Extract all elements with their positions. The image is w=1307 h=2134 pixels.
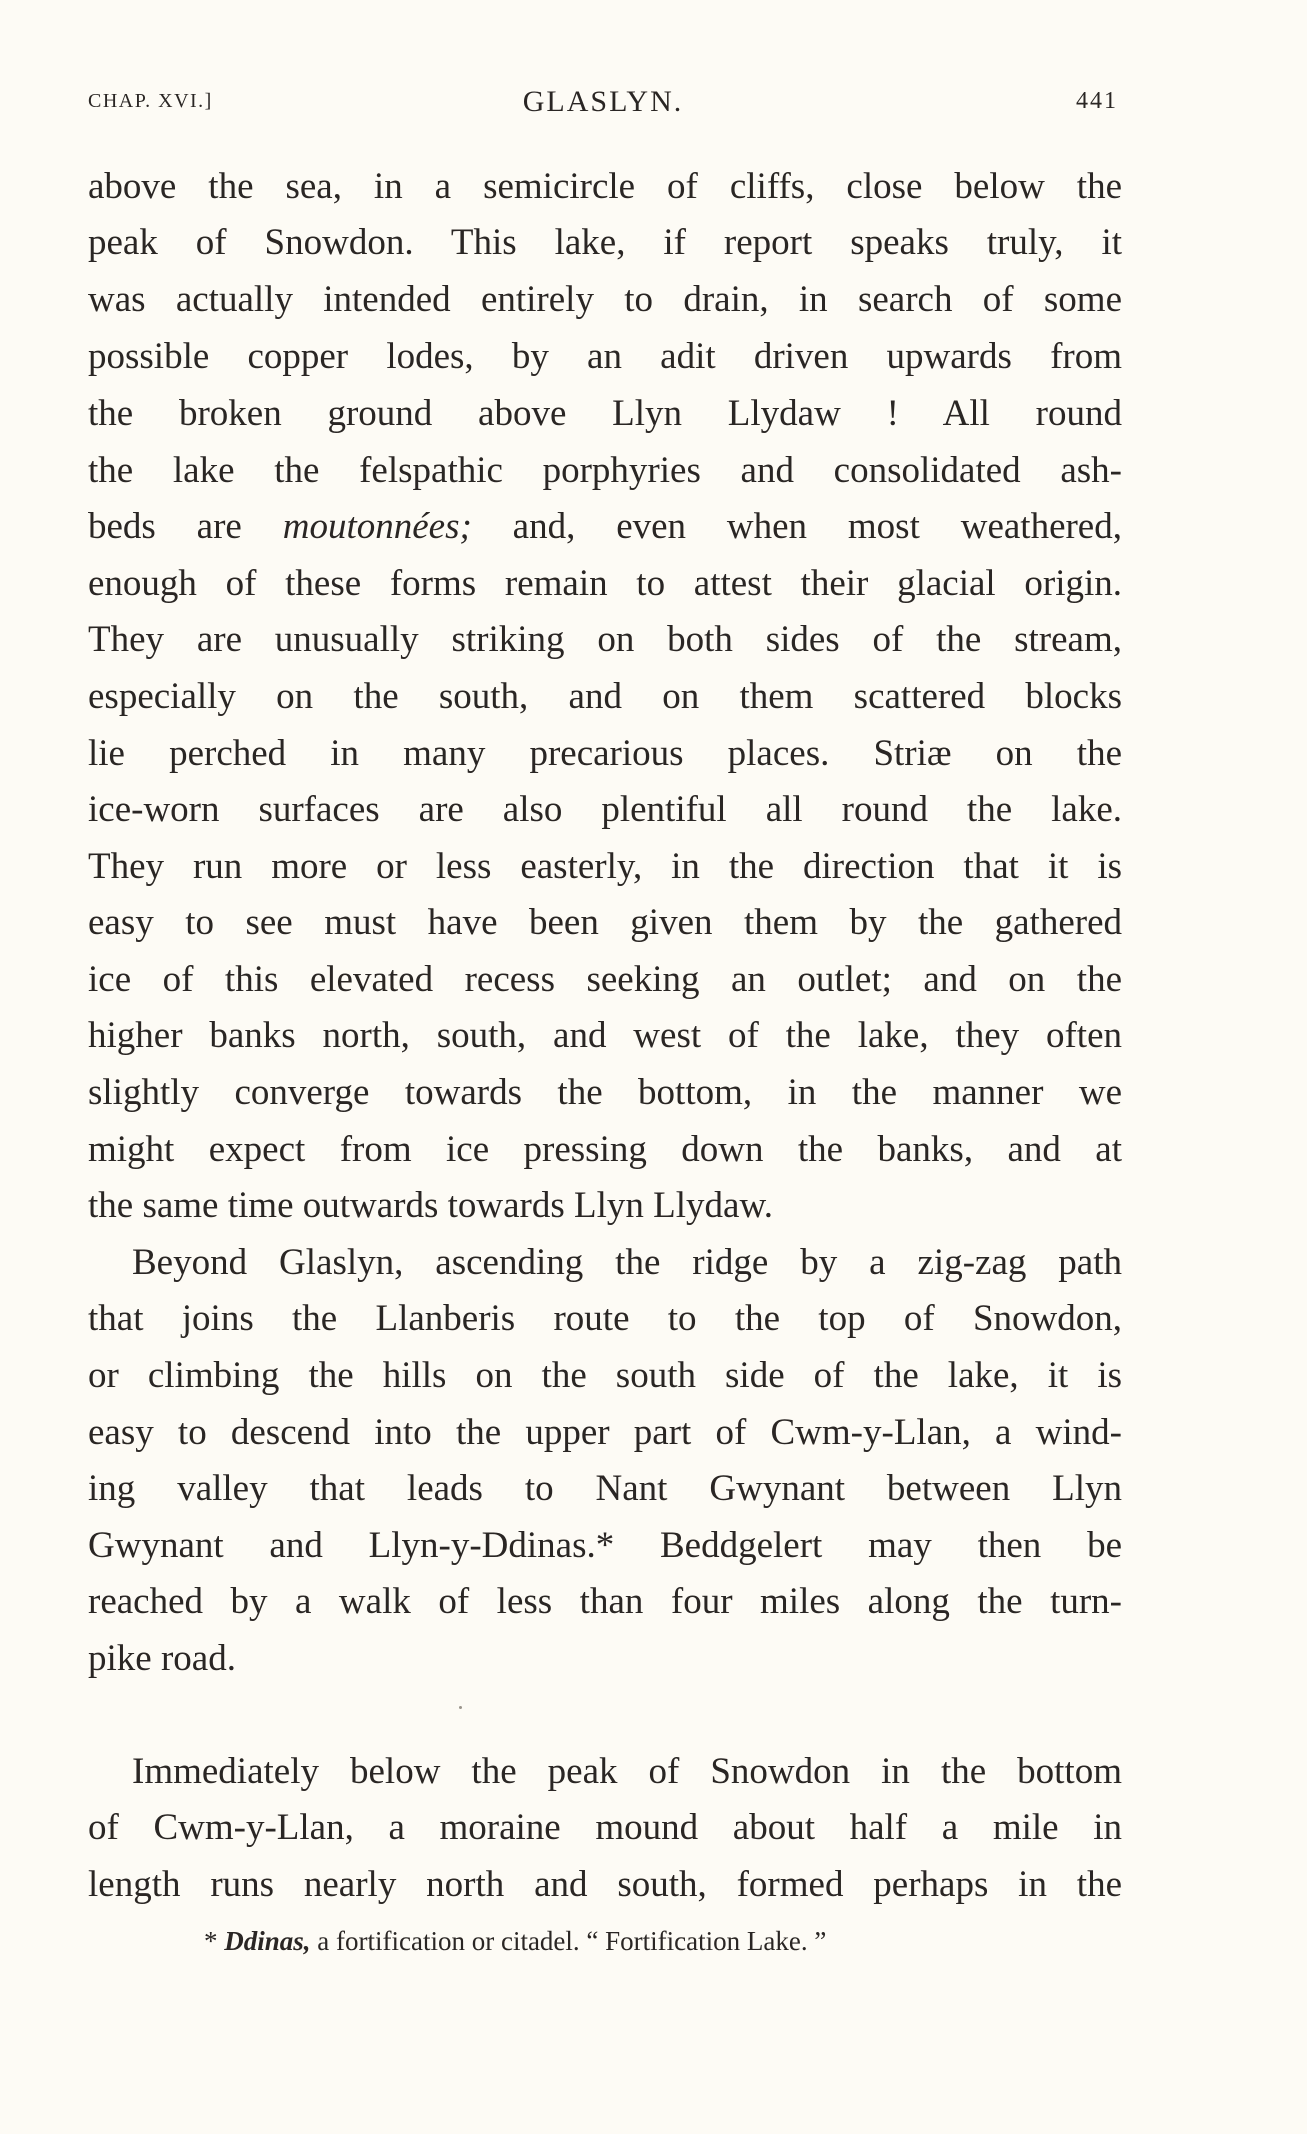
text-line: ice of this elevated recess seeking an outlet; and on the bbox=[88, 959, 1122, 1000]
text-line: enough of these forms remain to attest their glacial origin. bbox=[88, 563, 1122, 604]
text-line: the broken ground above Llyn Llydaw ! All round bbox=[88, 393, 1122, 434]
paragraph-start-line: Beyond Glaslyn, ascending the ridge by a zig-zag path bbox=[132, 1242, 1122, 1283]
text-line: the lake the felspathic porphyries and consolidated ash- bbox=[88, 450, 1122, 491]
text-line-with-italic bbox=[88, 502, 1122, 552]
running-title: GLASLYN. bbox=[522, 85, 684, 118]
text-line: especially on the south, and on them scattered blocks bbox=[88, 676, 1122, 717]
text-line: peak of Snowdon. This lake, if report speaks truly, it bbox=[88, 222, 1122, 263]
line-segment: beds are bbox=[88, 506, 283, 547]
page-header bbox=[88, 80, 1118, 130]
page-number: 441 bbox=[1076, 88, 1118, 114]
text-line: Gwynant and Llyn-y-Ddinas.* Beddgelert may then be bbox=[88, 1525, 1122, 1566]
text-line: pike road. bbox=[88, 1638, 236, 1679]
text-line: lie perched in many precarious places. Striæ on the bbox=[88, 733, 1122, 774]
section-separator bbox=[459, 1706, 462, 1709]
italic-term: moutonnées; bbox=[282, 506, 472, 547]
text-line: reached by a walk of less than four miles along the turn- bbox=[88, 1581, 1122, 1622]
footnote-marker: * bbox=[204, 1926, 225, 1956]
footnote-term: Ddinas, bbox=[224, 1926, 311, 1956]
line-segment: and, even when most weathered, bbox=[471, 506, 1122, 547]
text-line: higher banks north, south, and west of the lake, they often bbox=[88, 1015, 1122, 1056]
text-line: easy to see must have been given them by the gathered bbox=[88, 902, 1122, 943]
paragraph-start-line: Immediately below the peak of Snowdon in the bottom bbox=[132, 1751, 1122, 1792]
footnote-text: a fortification or citadel. “ Fortification Lake. ” bbox=[310, 1926, 827, 1956]
chapter-label: CHAP. XVI.] bbox=[88, 90, 213, 112]
text-line: slightly converge towards the bottom, in the manner we bbox=[88, 1072, 1122, 1113]
text-line: ice-worn surfaces are also plentiful all round the lake. bbox=[88, 789, 1122, 830]
text-line: ing valley that leads to Nant Gwynant between Llyn bbox=[88, 1468, 1122, 1509]
text-line: that joins the Llanberis route to the top of Snowdon, bbox=[88, 1298, 1122, 1339]
text-line: possible copper lodes, by an adit driven upwards from bbox=[88, 336, 1122, 377]
text-line: length runs nearly north and south, formed perhaps in the bbox=[88, 1864, 1122, 1905]
text-line: They are unusually striking on both sides of the stream, bbox=[88, 619, 1122, 660]
text-line: might expect from ice pressing down the banks, and at bbox=[88, 1129, 1122, 1170]
text-line: or climbing the hills on the south side of the lake, it is bbox=[88, 1355, 1122, 1396]
text-line: They run more or less easterly, in the direction that it is bbox=[88, 846, 1122, 887]
text-line: easy to descend into the upper part of Cwm-y-Llan, a wind- bbox=[88, 1412, 1122, 1453]
text-line: of Cwm-y-Llan, a moraine mound about half a mile in bbox=[88, 1807, 1122, 1848]
text-line: the same time outwards towards Llyn Llydaw. bbox=[88, 1185, 774, 1226]
footnote bbox=[204, 1923, 826, 1959]
text-line: was actually intended entirely to drain, in search of some bbox=[88, 279, 1122, 320]
text-line: above the sea, in a semicircle of cliffs, close below the bbox=[88, 166, 1122, 207]
